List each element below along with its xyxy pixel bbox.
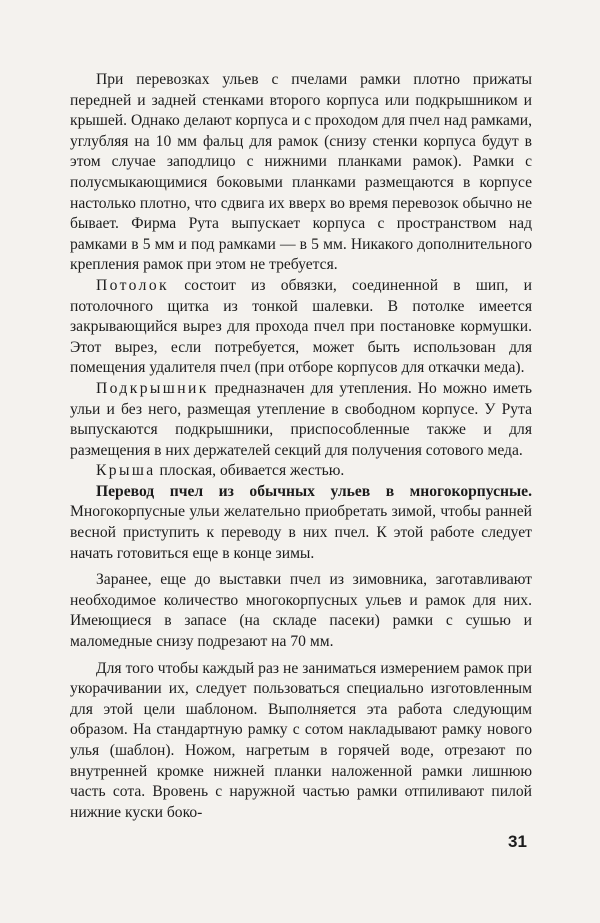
term: Потолок: [96, 276, 170, 294]
paragraph: [70, 659, 532, 824]
paragraph: [70, 276, 532, 379]
section-heading: Перевод пчел из обычных ульев в многокорпусные.: [96, 482, 532, 500]
paragraph: [70, 461, 532, 482]
paragraph: [70, 379, 532, 461]
paragraph: [70, 70, 532, 276]
paragraph-text: При перевозках ульев с пчелами рамки плотно прижаты передней и задней стенками второго корпуса или подкрышником и крышей. Однако делают корпуса и с проходом для пчел над рамками, углубляя на 10 мм фальц для рамок (снизу стенки корпуса будут в этом случае заподлицо с нижними планками рамок). Рамки с полусмыкающимися боковыми планками размещаются в корпусе настолько плотно, что сдвига их вверх во время перевозок обычно не бывает. Фирма Рута выпускает корпуса с пространством над рамками в 5 мм и под рамками — в 5 мм. Никакого дополнительного крепления рамок при этом не требуется.: [70, 71, 532, 274]
paragraph-text: Для того чтобы каждый раз не заниматься измерением рамок при укорачивании их, следует пользоваться специально изготовленным для этой цели шаблоном. Выполняется эта работа следующим образом. На стандартную рамку с сотом накладывают рамку нового улья (шаблон). Ножом, нагретым в горячей воде, отрезают по внутренней кромке нижней планки наложенной рамки лишнюю часть сота. Вровень с наружной частью рамки отпиливают пилой нижние куски боко-: [70, 659, 532, 821]
paragraph-text: плоская, обивается жестью.: [155, 462, 345, 480]
paragraph-text: Многокорпусные ульи желательно приобретать зимой, чтобы ранней весной приступить к переводу в них пчел. К этой работе следует начать готовиться еще в конце зимы.: [70, 503, 532, 562]
paragraph: [70, 482, 532, 564]
page-number: 31: [508, 832, 527, 851]
paragraph-text: Заранее, еще до выставки пчел из зимовника, заготавливают необходимое количество многокорпусных ульев и рамок для них. Имеющиеся в запасе (на складе пасеки) рамки с сушью и маломедные снизу подрезают на 70 мм.: [70, 571, 532, 651]
term: Подкрышник: [96, 379, 209, 397]
paragraph: [70, 570, 532, 652]
term: Крыша: [96, 462, 156, 480]
paragraph-text: состоит из обвязки, соединенной в шип, и потолочного щитка из тонкой шалевки. В потолке имеется закрывающийся вырез для прохода пчел при постановке кормушки. Этот вырез, если потребуется, может быть использован для помещения удалителя пчел (при отборе корпусов для откачки меда).: [70, 276, 532, 377]
body-text: [70, 70, 532, 823]
paragraph-text: предназначен для утепления. Но можно иметь ульи и без него, размещая утепление в свободном корпусе. У Рута выпускаются подкрышники, приспособленные также и для размещения в них держателей секций для получения сотового меда.: [70, 379, 532, 459]
